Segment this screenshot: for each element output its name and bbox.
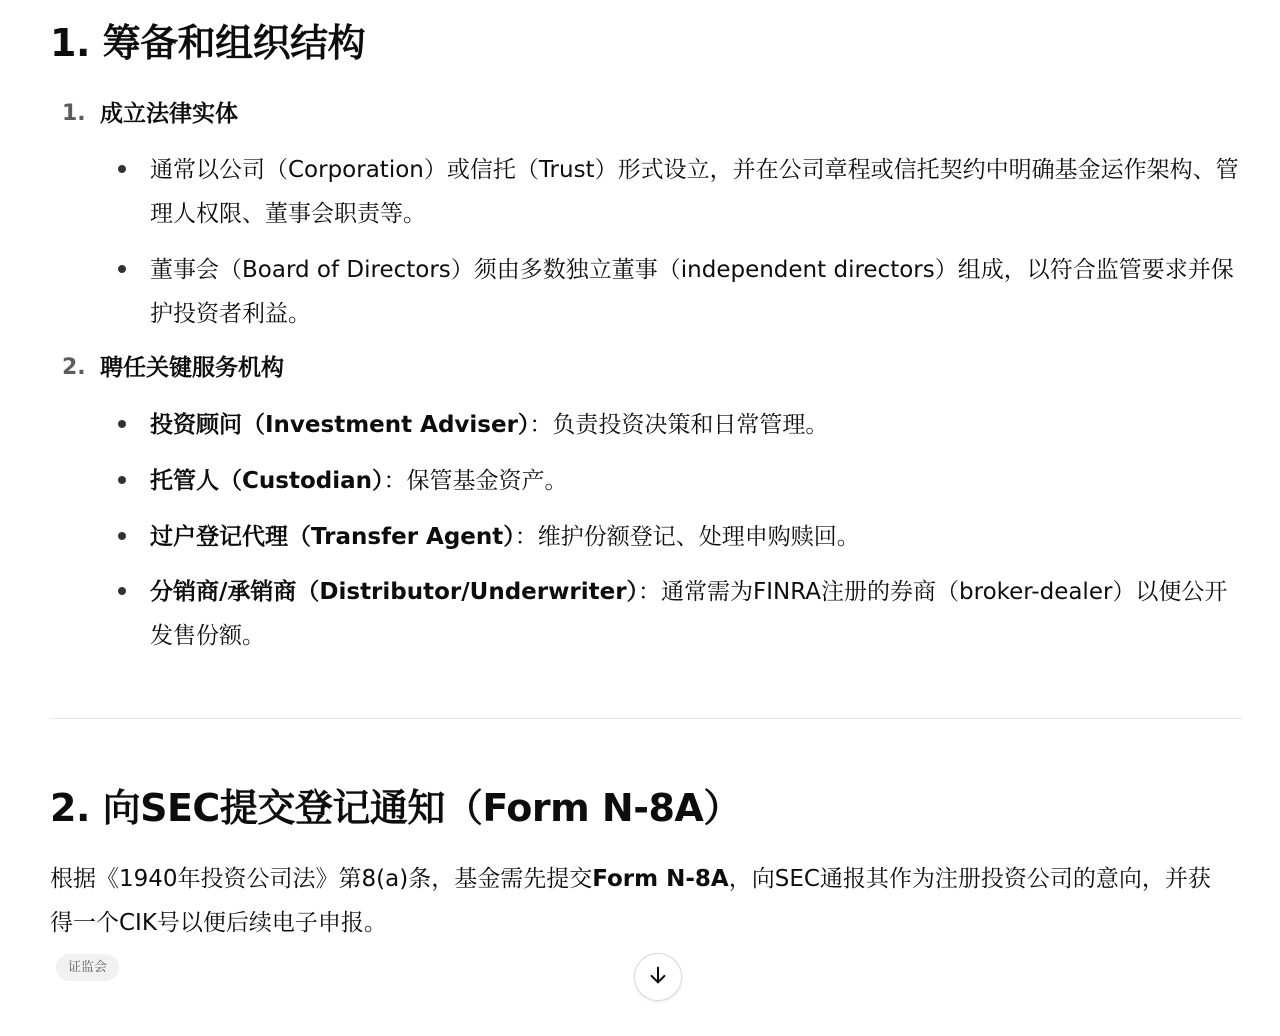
list-item: [150, 570, 1240, 658]
list-item: [150, 459, 1240, 503]
bullet-text: 通常以公司（Corporation）或信托（Trust）形式设立，并在公司章程或信托契约中明确基金运作架构、管理人权限、董事会职责等。: [150, 157, 1239, 227]
section-divider: [50, 718, 1242, 719]
list-item: [150, 248, 1240, 336]
bullet-text: ：保管基金资产。: [383, 468, 568, 494]
source-citation-pill[interactable]: 证监会: [56, 954, 119, 981]
step-title: 成立法律实体: [100, 101, 238, 127]
paragraph-text: 根据《1940年投资公司法》第8(a)条，基金需先提交: [50, 866, 593, 892]
list-item: [150, 148, 1240, 236]
bullet-text: ：维护份额登记、处理申购赎回。: [514, 524, 860, 550]
paragraph-text: ，向SEC通报其作为注册投资公司的意向，并获得一个CIK号以便后续电子申报。: [50, 866, 1211, 936]
list-item: [150, 515, 1240, 559]
bullet-dot: [118, 420, 126, 428]
bullet-dot: [118, 476, 126, 484]
step-number: 2.: [62, 355, 86, 380]
bullet-dot: [118, 265, 126, 273]
section-heading: 1. 筹备和组织结构: [50, 21, 366, 65]
bullet-term: 过户登记代理（Transfer Agent）: [150, 524, 515, 550]
bullet-term: 分销商/承销商（Distributor/Underwriter）: [150, 579, 639, 605]
bullet-text: ：通常需为FINRA注册的券商（broker-dealer）以便公开发售份额。: [150, 579, 1228, 649]
bullet-term: 投资顾问（Investment Adviser）: [150, 412, 530, 438]
bullet-dot: [118, 532, 126, 540]
section-heading: 2. 向SEC提交登记通知（Form N-8A）: [50, 786, 741, 830]
bullet-term: 托管人（Custodian）: [150, 468, 384, 494]
arrow-down-icon: [647, 964, 669, 990]
list-item: [150, 403, 1240, 447]
bullet-text: 董事会（Board of Directors）须由多数独立董事（independent directors）组成，以符合监管要求并保护投资者利益。: [150, 257, 1234, 327]
paragraph-emphasis: Form N-8A: [592, 866, 729, 892]
body-paragraph: [50, 857, 1230, 945]
bullet-text: ：负责投资决策和日常管理。: [529, 412, 829, 438]
step-number: 1.: [62, 101, 86, 126]
bullet-dot: [118, 165, 126, 173]
bullet-dot: [118, 587, 126, 595]
scroll-to-bottom-button[interactable]: [634, 953, 682, 1001]
step-title: 聘任关键服务机构: [100, 355, 284, 381]
